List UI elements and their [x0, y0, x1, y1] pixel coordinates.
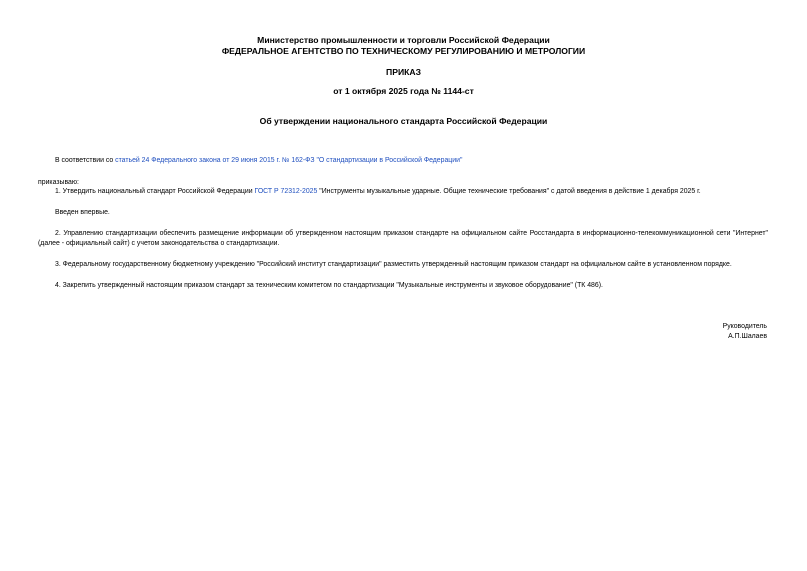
item-1-text-before: 1. Утвердить национальный стандарт Российской Федерации — [55, 188, 255, 195]
introduced-note: Введен впервые. — [55, 209, 110, 216]
item-2-paragraph: 2. Управлению стандартизации обеспечить размещение информации об утвержденном настоящим приказом стандарте на официальном сайте Росстандарта в информационно-телекоммуникационной сети "Интернет" (далее - официальный сайт) с учетом законодательства о стандартизации. — [38, 230, 768, 247]
item-4-paragraph: 4. Закрепить утвержденный настоящим приказом стандарт за техническим комитетом по стандартизации "Музыкальные инструменты и звуковое оборудование" (ТК 486). — [55, 282, 603, 289]
document-subject: Об утверждении национального стандарта Российской Федерации — [259, 116, 548, 126]
agency-name: ФЕДЕРАЛЬНОЕ АГЕНТСТВО ПО ТЕХНИЧЕСКОМУ РЕГУЛИРОВАНИЮ И МЕТРОЛОГИИ — [221, 46, 586, 56]
signatory-title: Руководитель — [722, 323, 767, 330]
item-1-paragraph — [55, 187, 701, 197]
item-3-paragraph: 3. Федеральному государственному бюджетному учреждению "Российский институт стандартизации" разместить утвержденный настоящим приказом стандарт на официальном сайте в установленном порядке. — [55, 261, 732, 268]
signatory-name: А.П.Шалаев — [728, 333, 767, 340]
gost-standard-link[interactable]: ГОСТ Р 72312-2025 — [254, 188, 318, 195]
preamble-text: В соответствии со — [55, 157, 116, 164]
ministry-name: Министерство промышленности и торговли Российской Федерации — [257, 35, 550, 45]
preamble-paragraph — [55, 156, 462, 166]
item-1-text-after: "Инструменты музыкальные ударные. Общие технические требования" с датой введения в действие 1 декабря 2025 г. — [317, 188, 701, 195]
document-date-number: от 1 октября 2025 года № 1144-ст — [333, 86, 474, 96]
document-type: ПРИКАЗ — [386, 67, 421, 77]
order-word: приказываю: — [38, 179, 79, 186]
federal-law-link[interactable]: статьей 24 Федерального закона от 29 июня 2015 г. № 162-ФЗ "О стандартизации в Российской Федерации" — [115, 157, 463, 164]
